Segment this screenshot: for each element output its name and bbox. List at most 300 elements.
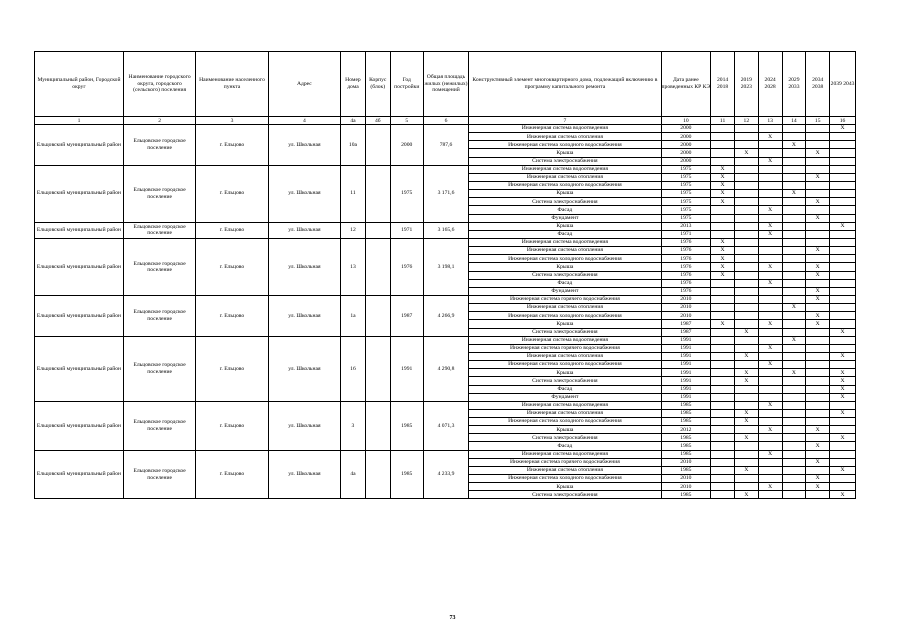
period-mark-cell — [734, 214, 758, 222]
structural-element-cell: Инженерная система горячего водоснабжения — [469, 344, 661, 352]
period-mark-cell — [711, 157, 735, 165]
header-settlement: Наименование городского округа, городского (сельского) поселения — [123, 52, 195, 117]
period-mark-cell — [830, 206, 856, 214]
structural-element-cell: Инженерная система отопления — [469, 133, 661, 141]
period-mark-cell: X — [782, 304, 806, 312]
structural-element-cell: Фасад — [469, 206, 661, 214]
structural-element-cell: Система электроснабжения — [469, 271, 661, 279]
period-mark-cell: X — [758, 133, 782, 141]
period-mark-cell — [782, 393, 806, 401]
structural-element-cell: Инженерная система горячего водоснабжения — [469, 295, 661, 303]
structural-element-cell: Инженерная система отопления — [469, 352, 661, 360]
locality-cell: г. Ельцово — [196, 222, 268, 238]
structural-element-cell: Крыша — [469, 149, 661, 157]
structural-element-cell: Фасад — [469, 230, 661, 238]
period-mark-cell — [734, 230, 758, 238]
header-build-year: Год постройки — [390, 52, 423, 117]
structural-element-cell: Инженерная система водоотведения — [469, 165, 661, 173]
period-mark-cell — [782, 149, 806, 157]
period-mark-cell — [758, 336, 782, 344]
period-mark-cell: X — [711, 238, 735, 246]
period-mark-cell — [758, 173, 782, 181]
header-locality: Наименование населенного пункта — [196, 52, 268, 117]
period-mark-cell — [711, 450, 735, 458]
column-number: 2 — [123, 117, 195, 125]
period-mark-cell: X — [782, 190, 806, 198]
period-mark-cell: X — [758, 230, 782, 238]
previous-repair-date-cell: 1975 — [661, 206, 711, 214]
period-mark-cell — [711, 361, 735, 369]
period-mark-cell — [711, 312, 735, 320]
period-mark-cell — [782, 352, 806, 360]
previous-repair-date-cell: 1985 — [661, 442, 711, 450]
period-mark-cell — [806, 418, 830, 426]
previous-repair-date-cell: 2000 — [661, 157, 711, 165]
period-mark-cell — [711, 466, 735, 474]
period-mark-cell — [734, 287, 758, 295]
period-mark-cell — [830, 165, 856, 173]
period-mark-cell — [711, 393, 735, 401]
period-mark-cell — [830, 157, 856, 165]
previous-repair-date-cell: 1991 — [661, 336, 711, 344]
period-mark-cell — [758, 125, 782, 133]
structural-element-cell: Инженерная система холодного водоснабжения — [469, 255, 661, 263]
period-mark-cell — [758, 442, 782, 450]
period-mark-cell: X — [734, 352, 758, 360]
district-cell: Ельцовский муниципальный район — [35, 222, 124, 238]
header-period: 2024 2028 — [758, 52, 782, 117]
settlement-cell: Ельцовское городское поселение — [123, 336, 195, 401]
period-mark-cell — [758, 287, 782, 295]
period-mark-cell — [830, 149, 856, 157]
period-mark-cell: X — [711, 255, 735, 263]
block-cell — [365, 336, 390, 401]
structural-element-cell: Система электроснабжения — [469, 434, 661, 442]
period-mark-cell — [711, 206, 735, 214]
period-mark-cell — [711, 125, 735, 133]
header-district: Муниципальный район, Городской округ — [35, 52, 124, 117]
previous-repair-date-cell: 2013 — [661, 222, 711, 230]
build-year-cell: 1971 — [390, 222, 423, 238]
period-mark-cell — [758, 190, 782, 198]
district-cell: Ельцовский муниципальный район — [35, 165, 124, 222]
previous-repair-date-cell: 1976 — [661, 255, 711, 263]
previous-repair-date-cell: 1991 — [661, 361, 711, 369]
locality-cell: г. Ельцово — [196, 125, 268, 166]
previous-repair-date-cell: 1975 — [661, 165, 711, 173]
area-cell: 4 071,3 — [423, 401, 468, 450]
period-mark-cell — [758, 491, 782, 499]
previous-repair-date-cell: 2010 — [661, 458, 711, 466]
previous-repair-date-cell: 2010 — [661, 312, 711, 320]
period-mark-cell: X — [806, 312, 830, 320]
block-cell — [365, 450, 390, 499]
header-period: 2029 2033 — [782, 52, 806, 117]
period-mark-cell — [711, 328, 735, 336]
period-mark-cell — [734, 475, 758, 483]
address-cell: ул. Школьная — [268, 125, 340, 166]
period-mark-cell — [830, 401, 856, 409]
previous-repair-date-cell: 2012 — [661, 426, 711, 434]
period-mark-cell — [830, 426, 856, 434]
period-mark-cell — [734, 385, 758, 393]
structural-element-cell: Крыша — [469, 263, 661, 271]
house-number-cell: 4а — [341, 450, 366, 499]
period-mark-cell — [806, 238, 830, 246]
previous-repair-date-cell: 1991 — [661, 369, 711, 377]
period-mark-cell — [782, 181, 806, 189]
period-mark-cell — [758, 312, 782, 320]
period-mark-cell — [711, 295, 735, 303]
period-mark-cell — [711, 491, 735, 499]
column-number: 16 — [830, 117, 856, 125]
period-mark-cell — [830, 336, 856, 344]
previous-repair-date-cell: 1991 — [661, 344, 711, 352]
period-mark-cell — [782, 377, 806, 385]
address-cell: ул. Школьная — [268, 238, 340, 295]
header-house-number: Номер дома — [341, 52, 366, 117]
period-mark-cell — [782, 165, 806, 173]
previous-repair-date-cell: 1976 — [661, 247, 711, 255]
period-mark-cell — [758, 247, 782, 255]
period-mark-cell — [830, 214, 856, 222]
period-mark-cell — [758, 238, 782, 246]
structural-element-cell: Фасад — [469, 385, 661, 393]
period-mark-cell — [782, 466, 806, 474]
structural-element-cell: Инженерная система водоотведения — [469, 125, 661, 133]
period-mark-cell — [734, 190, 758, 198]
period-mark-cell: X — [806, 475, 830, 483]
period-mark-cell — [734, 279, 758, 287]
house-number-cell: 12 — [341, 222, 366, 238]
period-mark-cell — [758, 434, 782, 442]
period-mark-cell — [734, 312, 758, 320]
period-mark-cell — [734, 247, 758, 255]
structural-element-cell: Фасад — [469, 442, 661, 450]
structural-element-cell: Инженерная система отопления — [469, 173, 661, 181]
period-mark-cell — [782, 312, 806, 320]
period-mark-cell — [711, 287, 735, 295]
period-mark-cell — [734, 222, 758, 230]
period-mark-cell — [711, 352, 735, 360]
period-mark-cell — [711, 377, 735, 385]
table-row — [35, 125, 856, 133]
previous-repair-date-cell: 2000 — [661, 141, 711, 149]
period-mark-cell — [806, 450, 830, 458]
previous-repair-date-cell: 2010 — [661, 295, 711, 303]
district-cell: Ельцовский муниципальный район — [35, 450, 124, 499]
period-mark-cell — [758, 377, 782, 385]
period-mark-cell — [806, 304, 830, 312]
period-mark-cell — [782, 263, 806, 271]
period-mark-cell — [806, 344, 830, 352]
address-cell: ул. Школьная — [268, 165, 340, 222]
period-mark-cell — [830, 287, 856, 295]
column-number: 4б — [365, 117, 390, 125]
column-number: 7 — [469, 117, 661, 125]
previous-repair-date-cell: 1985 — [661, 434, 711, 442]
period-mark-cell — [734, 263, 758, 271]
column-number-row — [35, 117, 856, 125]
previous-repair-date-cell: 1985 — [661, 491, 711, 499]
period-mark-cell — [830, 320, 856, 328]
build-year-cell: 1991 — [390, 336, 423, 401]
period-mark-cell — [782, 295, 806, 303]
period-mark-cell — [711, 344, 735, 352]
period-mark-cell — [711, 385, 735, 393]
area-cell: 3 198,1 — [423, 238, 468, 295]
previous-repair-date-cell: 2000 — [661, 133, 711, 141]
house-number-cell: 16 — [341, 336, 366, 401]
previous-repair-date-cell: 1975 — [661, 190, 711, 198]
period-mark-cell — [782, 279, 806, 287]
previous-repair-date-cell: 1987 — [661, 328, 711, 336]
period-mark-cell — [711, 279, 735, 287]
period-mark-cell — [734, 173, 758, 181]
previous-repair-date-cell: 1976 — [661, 263, 711, 271]
period-mark-cell — [806, 141, 830, 149]
period-mark-cell — [806, 157, 830, 165]
period-mark-cell — [734, 125, 758, 133]
period-mark-cell — [806, 409, 830, 417]
block-cell — [365, 222, 390, 238]
house-number-cell: 3 — [341, 401, 366, 450]
period-mark-cell: X — [806, 483, 830, 491]
period-mark-cell — [734, 198, 758, 206]
block-cell — [365, 238, 390, 295]
period-mark-cell — [758, 295, 782, 303]
structural-element-cell: Система электроснабжения — [469, 328, 661, 336]
locality-cell: г. Ельцово — [196, 401, 268, 450]
period-mark-cell — [711, 409, 735, 417]
period-mark-cell — [806, 361, 830, 369]
period-mark-cell — [782, 222, 806, 230]
build-year-cell: 1985 — [390, 401, 423, 450]
header-structural-element: Конструктивный элемент многоквартирного дома, подлежащий включению в программу капитального ремонта — [469, 52, 661, 117]
header-address: Адрес — [268, 52, 340, 117]
column-number: 12 — [734, 117, 758, 125]
header-previous-repair-date: Дата ранее проведенных КР КЭ — [661, 52, 711, 117]
locality-cell: г. Ельцово — [196, 295, 268, 336]
period-mark-cell — [711, 458, 735, 466]
period-mark-cell — [758, 328, 782, 336]
previous-repair-date-cell: 2010 — [661, 304, 711, 312]
structural-element-cell: Фундамент — [469, 287, 661, 295]
period-mark-cell: X — [758, 263, 782, 271]
house-number-cell: 13 — [341, 238, 366, 295]
district-cell: Ельцовский муниципальный район — [35, 336, 124, 401]
structural-element-cell: Система электроснабжения — [469, 377, 661, 385]
structural-element-cell: Система электроснабжения — [469, 198, 661, 206]
previous-repair-date-cell: 1975 — [661, 214, 711, 222]
period-mark-cell — [806, 222, 830, 230]
period-mark-cell: X — [806, 320, 830, 328]
period-mark-cell: X — [734, 434, 758, 442]
period-mark-cell: X — [806, 173, 830, 181]
period-mark-cell — [758, 181, 782, 189]
structural-element-cell: Крыша — [469, 222, 661, 230]
period-mark-cell — [734, 361, 758, 369]
period-mark-cell: X — [734, 149, 758, 157]
period-mark-cell — [830, 190, 856, 198]
period-mark-cell — [782, 409, 806, 417]
column-number: 3 — [196, 117, 268, 125]
period-mark-cell — [830, 295, 856, 303]
period-mark-cell: X — [758, 320, 782, 328]
period-mark-cell — [711, 369, 735, 377]
header-period: 2039 2043 — [830, 52, 856, 117]
period-mark-cell — [711, 336, 735, 344]
capital-repair-table — [34, 51, 856, 499]
structural-element-cell: Инженерная система отопления — [469, 247, 661, 255]
period-mark-cell: X — [711, 190, 735, 198]
period-mark-cell: X — [806, 295, 830, 303]
structural-element-cell: Фундамент — [469, 393, 661, 401]
period-mark-cell — [782, 206, 806, 214]
period-mark-cell — [734, 206, 758, 214]
period-mark-cell — [711, 426, 735, 434]
period-mark-cell — [734, 255, 758, 263]
period-mark-cell: X — [830, 328, 856, 336]
period-mark-cell — [782, 271, 806, 279]
period-mark-cell — [782, 198, 806, 206]
period-mark-cell: X — [734, 491, 758, 499]
period-mark-cell — [782, 230, 806, 238]
settlement-cell: Ельцовское городское поселение — [123, 450, 195, 499]
area-cell: 787,6 — [423, 125, 468, 166]
previous-repair-date-cell: 1991 — [661, 393, 711, 401]
period-mark-cell: X — [758, 279, 782, 287]
period-mark-cell — [782, 434, 806, 442]
period-mark-cell — [806, 230, 830, 238]
structural-element-cell: Инженерная система отопления — [469, 304, 661, 312]
period-mark-cell: X — [782, 336, 806, 344]
column-number: 1 — [35, 117, 124, 125]
structural-element-cell: Фундамент — [469, 214, 661, 222]
period-mark-cell — [830, 181, 856, 189]
locality-cell: г. Ельцово — [196, 450, 268, 499]
period-mark-cell: X — [758, 483, 782, 491]
period-mark-cell — [782, 458, 806, 466]
period-mark-cell: X — [806, 247, 830, 255]
period-mark-cell — [830, 475, 856, 483]
period-mark-cell — [806, 393, 830, 401]
period-mark-cell — [758, 475, 782, 483]
structural-element-cell: Фасад — [469, 279, 661, 287]
previous-repair-date-cell: 1975 — [661, 181, 711, 189]
build-year-cell: 1985 — [390, 450, 423, 499]
period-mark-cell: X — [711, 247, 735, 255]
previous-repair-date-cell: 2010 — [661, 483, 711, 491]
period-mark-cell — [782, 442, 806, 450]
document-sheet — [34, 51, 856, 499]
period-mark-cell — [830, 230, 856, 238]
column-number: 4а — [341, 117, 366, 125]
period-mark-cell — [830, 238, 856, 246]
period-mark-cell — [711, 418, 735, 426]
address-cell: ул. Школьная — [268, 450, 340, 499]
period-mark-cell — [806, 125, 830, 133]
column-number: 11 — [711, 117, 735, 125]
period-mark-cell — [734, 320, 758, 328]
period-mark-cell: X — [711, 181, 735, 189]
period-mark-cell — [758, 198, 782, 206]
period-mark-cell: X — [711, 173, 735, 181]
structural-element-cell: Система электроснабжения — [469, 157, 661, 165]
period-mark-cell: X — [734, 328, 758, 336]
period-mark-cell — [734, 393, 758, 401]
structural-element-cell: Инженерная система холодного водоснабжения — [469, 141, 661, 149]
period-mark-cell — [734, 165, 758, 173]
structural-element-cell: Инженерная система водоотведения — [469, 450, 661, 458]
period-mark-cell: X — [758, 222, 782, 230]
previous-repair-date-cell: 1976 — [661, 279, 711, 287]
period-mark-cell — [711, 401, 735, 409]
block-cell — [365, 401, 390, 450]
structural-element-cell: Крыша — [469, 483, 661, 491]
structural-element-cell: Инженерная система холодного водоснабжения — [469, 418, 661, 426]
period-mark-cell: X — [711, 271, 735, 279]
period-mark-cell — [711, 133, 735, 141]
period-mark-cell — [782, 125, 806, 133]
header-block: Корпус (блок) — [365, 52, 390, 117]
period-mark-cell — [711, 475, 735, 483]
period-mark-cell — [830, 141, 856, 149]
period-mark-cell: X — [758, 206, 782, 214]
period-mark-cell — [734, 295, 758, 303]
structural-element-cell: Инженерная система холодного водоснабжения — [469, 312, 661, 320]
period-mark-cell — [806, 377, 830, 385]
column-number: 4 — [268, 117, 340, 125]
previous-repair-date-cell: 1976 — [661, 238, 711, 246]
period-mark-cell: X — [806, 426, 830, 434]
period-mark-cell: X — [734, 418, 758, 426]
period-mark-cell — [734, 458, 758, 466]
period-mark-cell: X — [782, 141, 806, 149]
area-cell: 4 266,9 — [423, 295, 468, 336]
period-mark-cell — [806, 401, 830, 409]
period-mark-cell — [806, 190, 830, 198]
period-mark-cell — [830, 442, 856, 450]
period-mark-cell — [758, 466, 782, 474]
page-number: 73 — [449, 615, 456, 621]
column-number: 6 — [423, 117, 468, 125]
period-mark-cell — [782, 133, 806, 141]
district-cell: Ельцовский муниципальный район — [35, 125, 124, 166]
previous-repair-date-cell: 1991 — [661, 385, 711, 393]
period-mark-cell: X — [830, 222, 856, 230]
period-mark-cell — [782, 247, 806, 255]
period-mark-cell — [806, 336, 830, 344]
structural-element-cell: Крыша — [469, 369, 661, 377]
period-mark-cell — [758, 304, 782, 312]
period-mark-cell — [782, 483, 806, 491]
period-mark-cell: X — [758, 361, 782, 369]
period-mark-cell: X — [711, 320, 735, 328]
house-number-cell: 11 — [341, 165, 366, 222]
period-mark-cell — [711, 141, 735, 149]
period-mark-cell — [782, 157, 806, 165]
previous-repair-date-cell: 1976 — [661, 271, 711, 279]
period-mark-cell: X — [830, 125, 856, 133]
table-row — [35, 401, 856, 409]
settlement-cell: Ельцовское городское поселение — [123, 125, 195, 166]
period-mark-cell — [806, 206, 830, 214]
period-mark-cell: X — [830, 377, 856, 385]
structural-element-cell: Крыша — [469, 320, 661, 328]
period-mark-cell — [734, 271, 758, 279]
period-mark-cell — [806, 385, 830, 393]
